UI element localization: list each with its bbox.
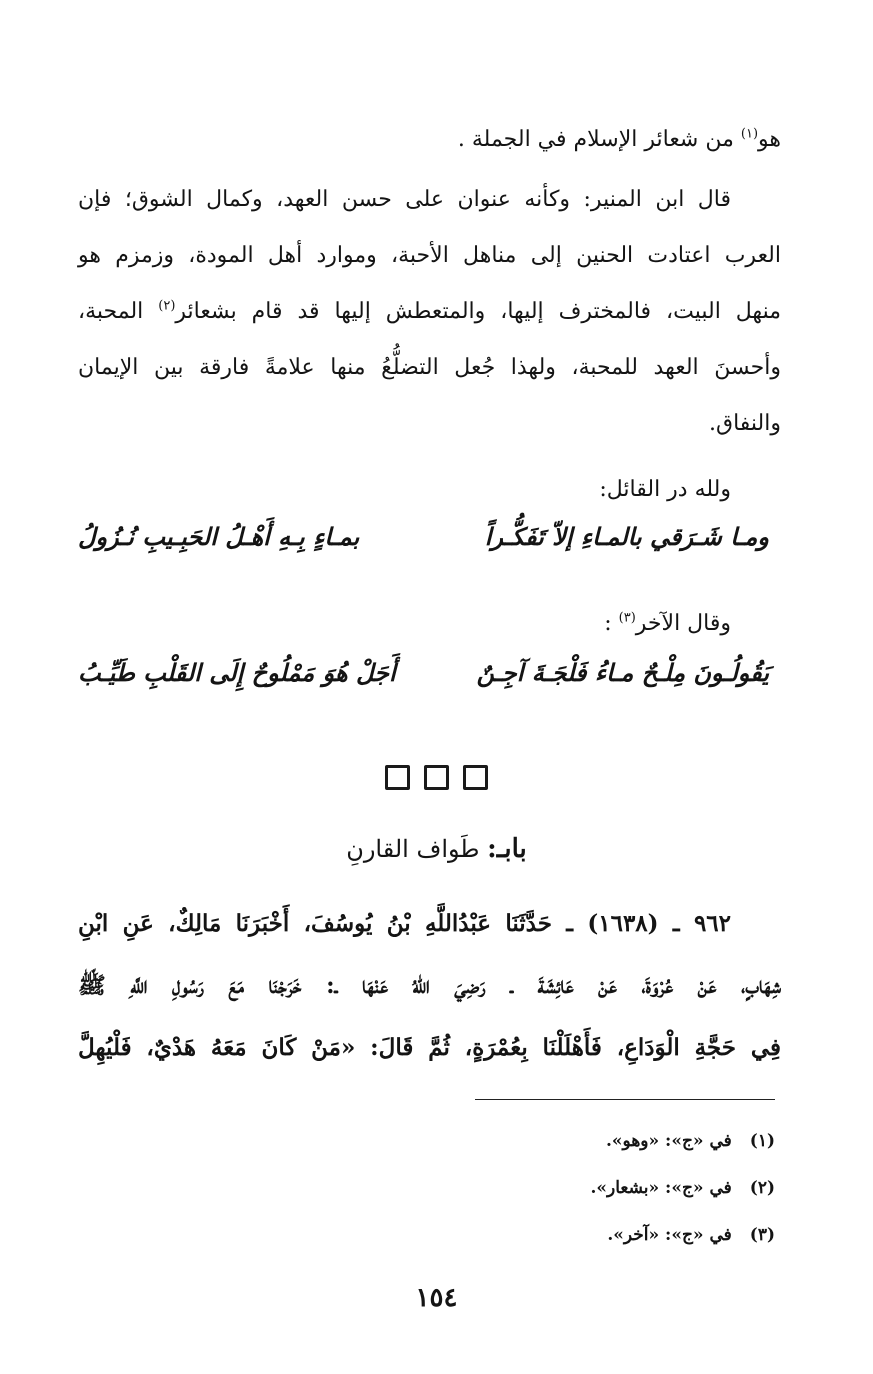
poem2-intro-text (78, 596, 781, 652)
footnote-text: في «ج»: «آخر». (607, 1225, 732, 1245)
chapter-label: بابـ: (487, 834, 527, 864)
quote-line-3-pre: منهل البيت، فالمخترف إليها، والمتعطش إليها قد قام بشعائر (175, 299, 781, 324)
footnote-3 (590, 1212, 775, 1259)
footnote-1 (590, 1118, 775, 1165)
poem1-intro-text: ولله در القائل: (599, 477, 731, 502)
quote-line-3 (78, 284, 781, 340)
quote-line-1: قال ابن المنير: وكأنه عنوان على حسن العهد، وكمال الشوق؛ فإن (78, 187, 731, 212)
poem2-intro (78, 596, 781, 652)
intro-text-pre: هو (758, 127, 781, 152)
poem1-verse (78, 522, 769, 551)
quote-line-4: وأحسنَ العهد للمحبة، ولهذا جُعل التضلُّعُ منها علامةً فارقة بين الإيمان (78, 355, 781, 380)
footnotes (590, 1118, 775, 1259)
footnote-2 (590, 1165, 775, 1212)
hadith-line-3: فِي حَجَّةِ الْوَدَاعِ، فَأَهْلَلْنَا بِعُمْرَةٍ، ثُمَّ قَالَ: «مَنْ كَانَ مَعَهُ هَدْيٌ، فَلْيُهِلَّ (78, 1034, 781, 1061)
footnote-text: في «ج»: «بشعار». (590, 1178, 732, 1198)
section-separator (0, 765, 873, 790)
quote-line-2: العرب اعتادت الحنين إلى مناهل الأحبة، وموارد أهل المودة، وزمزم هو (78, 243, 781, 268)
page-number: ١٥٤ (415, 1283, 458, 1313)
chapter-heading (0, 834, 873, 864)
hadith-line-2: شِهَابٍ، عَنْ عُرْوَةَ، عَنْ عَائِشَةَ ـ رَضِيَ اللهُ عَنْهَا ـ: خَرَجْنَا مَعَ رَسُولِ اللَّهِ ﷺ (78, 972, 781, 999)
footnote-ref-3: (٣) (618, 610, 636, 626)
poem1-hemistich-2: بمـاءٍ بِـهِ أَهْـلُ الحَبِـيبِ نُـزُولُ (78, 522, 360, 551)
separator-square (424, 765, 449, 790)
poem1-intro (78, 462, 781, 518)
footnote-ref-2: (٢) (158, 298, 176, 314)
hadith-line-1: ٩٦٢ ـ (١٦٣٨) ـ حَدَّثَنَا عَبْدُاللَّهِ بْنُ يُوسُفَ، أَخْبَرَنَا مَالِكٌ، عَنِ ابْنِ (78, 910, 731, 937)
intro-line (78, 112, 781, 168)
intro-paragraph (78, 112, 781, 168)
footnote-divider (475, 1099, 775, 1100)
separator-square (463, 765, 488, 790)
chapter-title: طَواف القارنِ (346, 835, 480, 863)
poem2-intro-pre: وقال الآخر (635, 611, 731, 636)
poem1-hemistich-1: ومـا شَـرَقي بالمـاءِ إلاّ تَفَكُّـراً (484, 522, 769, 551)
poem2-verse (78, 658, 769, 687)
quote-line-5: والنفاق. (709, 411, 781, 436)
intro-text-post: من شعائر الإسلام في الجملة . (457, 127, 734, 152)
quote-line-3-post: المحبة، (78, 299, 144, 324)
poem2-hemistich-2: أَجَلْ هُوَ مَمْلُوحٌ إِلَى القَلْبِ طَيِّـبُ (78, 658, 396, 687)
footnote-number: (١) (749, 1131, 775, 1151)
poem2-intro-post: : (604, 611, 612, 636)
footnote-text: في «ج»: «وهو». (606, 1131, 732, 1151)
separator-square (385, 765, 410, 790)
footnote-number: (٢) (749, 1178, 775, 1198)
footnote-number: (٣) (749, 1225, 775, 1245)
hadith-paragraph (78, 893, 781, 1079)
quote-paragraph (78, 172, 781, 452)
footnote-ref-1: (١) (740, 126, 759, 142)
poem2-hemistich-1: يَقُولُـونَ مِلْـحٌ مـاءُ فَلْجَـةَ آجِـنٌ (476, 658, 769, 687)
